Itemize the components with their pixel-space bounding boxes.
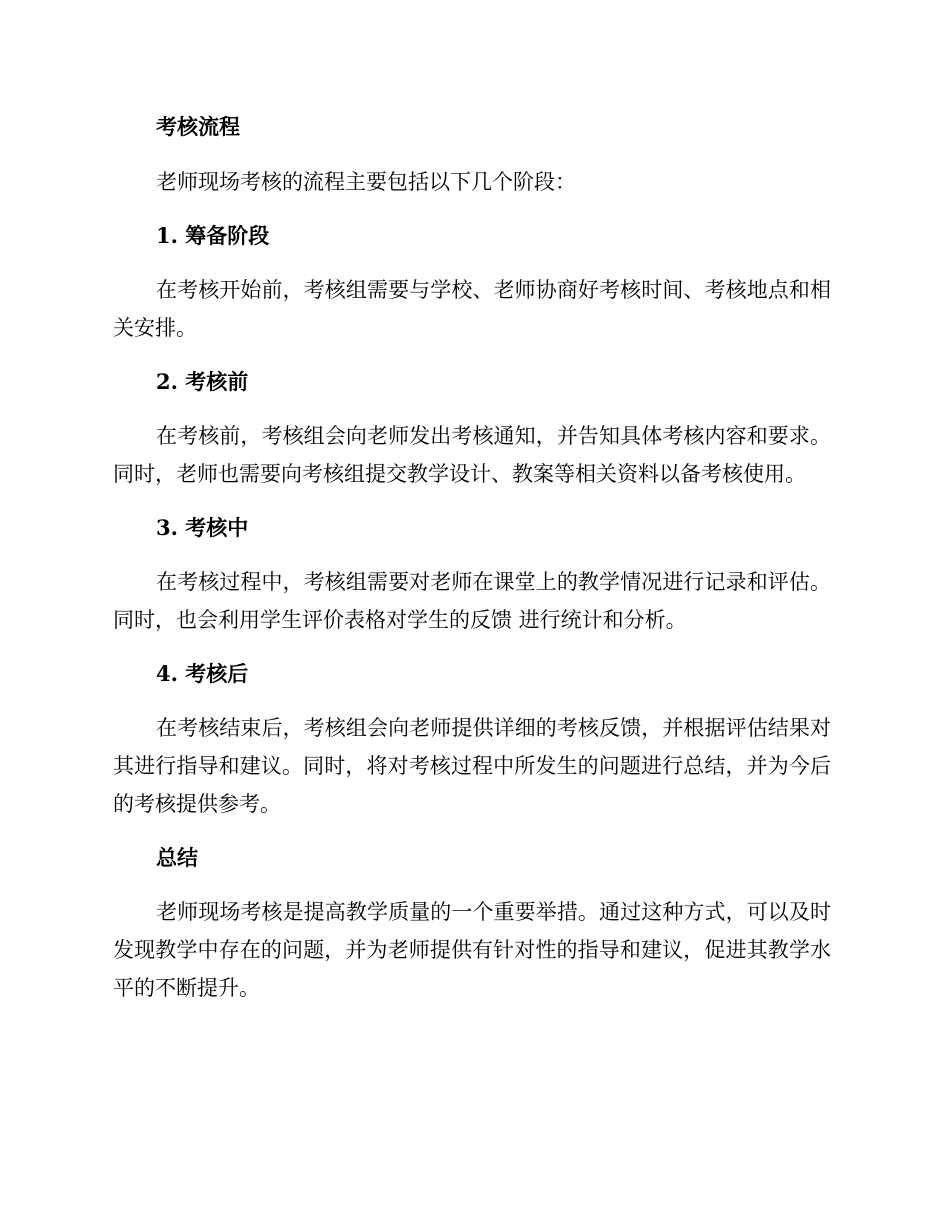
- section-intro: 老师现场考核的流程主要包括以下几个阶段：: [156, 170, 576, 194]
- stage-2-title: 2. 考核前: [156, 369, 249, 394]
- summary-title: 总结: [156, 845, 198, 870]
- summary-text: 老师现场考核是提高教学质量的一个重要举措。通过这种方式，可以及时发现教学中存在的问题，并为老师提供有针对性的指导和建议，促进其教学水平的不断提升。: [113, 900, 831, 1000]
- stage-4-text: 在考核结束后，考核组会向老师提供详细的考核反馈，并根据评估结果对其进行指导和建议。同时，将对考核过程中所发生的问题进行总结，并为今后的考核提供参考。: [113, 716, 831, 816]
- stage-3-title: 3. 考核中: [156, 515, 249, 540]
- stage-1-text: 在考核开始前，考核组需要与学校、老师协商好考核时间、考核地点和相关安排。: [113, 278, 831, 340]
- document-body: [113, 108, 831, 1007]
- stage-2-text: 在考核前，考核组会向老师发出考核通知，并告知具体考核内容和要求。同时，老师也需要向考核组提交教学设计、教案等相关资料以备考核使用。: [113, 424, 831, 486]
- stage-4-title: 4. 考核后: [156, 661, 249, 686]
- stage-3-text: 在考核过程中，考核组需要对老师在课堂上的教学情况进行记录和评估。同时，也会利用学生评价表格对学生的反馈 进行统计和分析。: [113, 570, 831, 632]
- stage-1-title: 1. 筹备阶段: [156, 223, 270, 248]
- section-title: 考核流程: [156, 114, 240, 139]
